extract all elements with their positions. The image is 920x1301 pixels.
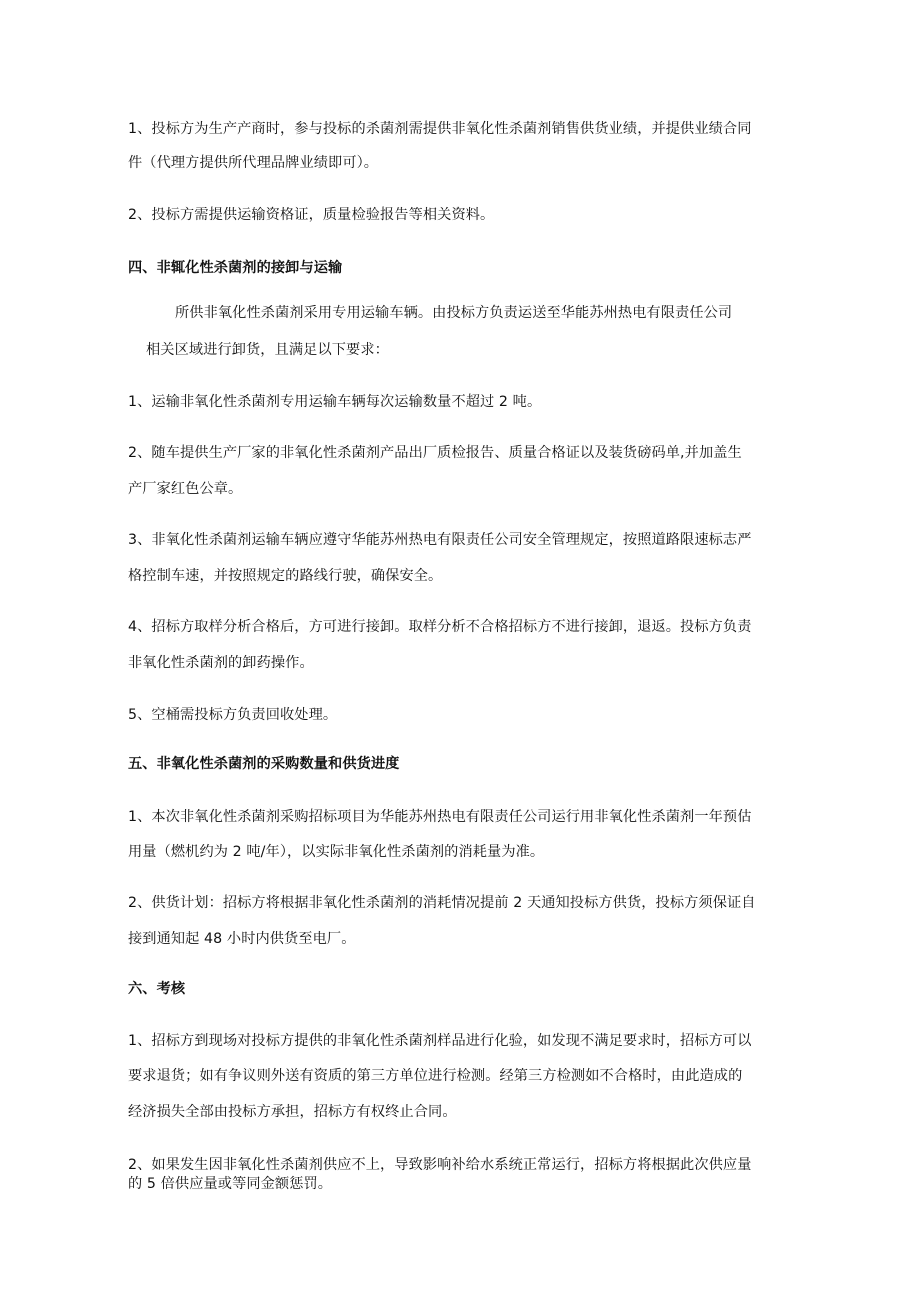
section-4-intro-line-2: 相关区域进行卸货，且满足以下要求： bbox=[146, 342, 389, 358]
section-4-heading: 四、非辄化性杀菌剂的接卸与运输 bbox=[128, 260, 343, 276]
section-4-intro-line-1: 所供非氧化性杀菌剂采用专用运输车辆。由投标方负责运送至华能苏州热电有限责任公司 bbox=[175, 305, 733, 321]
para-1-line-2: 件（代理方提供所代理品牌业绩即可）。 bbox=[128, 155, 379, 171]
section-4-item-5: 5、空桶需投标方负责回收处理。 bbox=[128, 707, 338, 723]
section-4-item-3-line-1: 3、非氧化性杀菌剂运输车辆应遵守华能苏州热电有限责任公司安全管理规定，按照道路限速标志严 bbox=[128, 532, 752, 548]
section-6-heading: 六、考核 bbox=[128, 981, 186, 997]
section-5-item-2-line-1: 2、供货计划：招标方将根据非氧化性杀菌剂的消耗情况提前 2 天通知投标方供货，投标方须保证自 bbox=[128, 895, 756, 911]
section-4-item-4-line-1: 4、招标方取样分析合格后，方可进行接卸。取样分析不合格招标方不进行接卸，退返。投标方负责 bbox=[128, 619, 752, 635]
para-1-line-1: 1、投标方为生产产商时，参与投标的杀菌剂需提供非氧化性杀菌剂销售供货业绩，并提供业绩合同 bbox=[128, 121, 752, 137]
section-4-item-4-line-2: 非氧化性杀菌剂的卸药操作。 bbox=[128, 655, 314, 671]
section-4-item-1: 1、运输非氧化性杀菌剂专用运输车辆每次运输数量不超过 2 吨。 bbox=[128, 394, 542, 410]
section-5-item-2-line-2: 接到通知起 48 小时内供货至电厂。 bbox=[128, 931, 356, 947]
section-6-item-2-line-2: 的 5 倍供应量或等同金额惩罚。 bbox=[128, 1176, 333, 1192]
section-4-item-2-line-1: 2、随车提供生产厂家的非氧化性杀菌剂产品出厂质检报告、质量合格证以及装货磅码单,并加盖生 bbox=[128, 445, 742, 461]
section-4-item-2-line-2: 产厂家红色公章。 bbox=[128, 481, 243, 497]
section-4-item-3-line-2: 格控制车速，并按照规定的路线行驶，确保安全。 bbox=[128, 568, 443, 584]
section-5-heading: 五、非氧化性杀菌剂的采购数量和供货进度 bbox=[128, 756, 400, 772]
section-6-item-1-line-1: 1、招标方到现场对投标方提供的非氧化性杀菌剂样品进行化验，如发现不满足要求时，招标方可以 bbox=[128, 1033, 752, 1049]
section-6-item-1-line-3: 经济损失全部由投标方承担，招标方有权终止合同。 bbox=[128, 1104, 457, 1120]
section-5-item-1-line-1: 1、本次非氧化性杀菌剂采购招标项目为华能苏州热电有限责任公司运行用非氧化性杀菌剂一年预估 bbox=[128, 809, 752, 825]
section-6-item-2-line-1: 2、如果发生因非氧化性杀菌剂供应不上，导致影响补给水系统正常运行，招标方将根据此次供应量 bbox=[128, 1157, 752, 1173]
para-2: 2、投标方需提供运输资格证，质量检验报告等相关资料。 bbox=[128, 207, 495, 223]
section-6-item-1-line-2: 要求退货；如有争议则外送有资质的第三方单位进行检测。经第三方检测如不合格时，由此造成的 bbox=[128, 1068, 743, 1084]
section-5-item-1-line-2: 用量（燃机约为 2 吨/年），以实际非氧化性杀菌剂的消耗量为准。 bbox=[128, 844, 545, 860]
